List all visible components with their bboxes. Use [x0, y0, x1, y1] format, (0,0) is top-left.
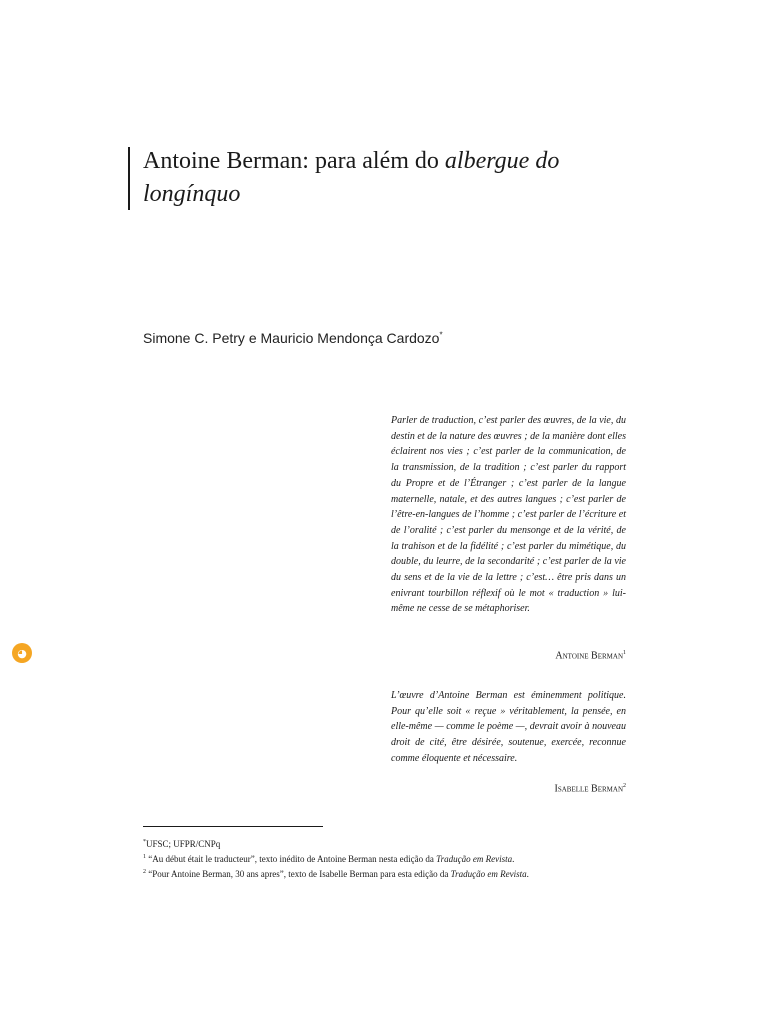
authors-mark: * [439, 330, 443, 340]
footnote-mark: * [143, 839, 146, 845]
footnote-end: . [512, 854, 515, 864]
footnote-affiliation [143, 836, 643, 851]
footnote-mark: 2 [143, 869, 146, 875]
title-rule [128, 147, 130, 210]
footnote-2 [143, 866, 643, 881]
epigraph-2-author [555, 783, 627, 794]
footnote-text: “Au début était le traducteur”, texto inédito de Antoine Berman nesta edição da [146, 854, 437, 864]
footnote-mark: 1 [143, 854, 146, 860]
epigraph-1-note: 1 [623, 650, 626, 656]
title-main: Antoine Berman: para além do [143, 148, 445, 174]
epigraph-1-author [555, 650, 626, 661]
footnote-text: UFSC; UFPR/CNPq [146, 839, 221, 849]
footnotes [143, 836, 643, 881]
face-icon[interactable]: ◕ [12, 643, 32, 663]
epigraph-1-author-name: Antoine Berman [555, 650, 623, 662]
title-italic: albergue do longínquo [143, 148, 560, 207]
article-title [143, 145, 643, 211]
footnote-italic: Tradução em Revista [436, 854, 513, 864]
epigraph-2-author-name: Isabelle Berman [554, 783, 623, 795]
authors-line [143, 330, 443, 346]
footnote-rule [143, 826, 323, 827]
epigraph-2-note: 2 [623, 783, 626, 789]
footnote-italic: Tradução em Revista [450, 869, 527, 879]
footnote-end: . [526, 869, 529, 879]
authors-names: Simone C. Petry e Mauricio Mendonça Cardozo [143, 330, 440, 346]
epigraph-1: Parler de traduction, c’est parler des œuvres, de la vie, du destin et de la nature des œuvres ; de la manière dont elles éclairent nos vies ; c’est parler de la communication, de la transmission, de la tradition ; c’est parler du rapport du Propre et de l’Étranger ; c’est parler de la langue maternelle, natale, et des autres langues ; c’est parler de l’être-en-langues de l’homme ; c’est parler de l’écriture et de l’oralité ; c’est parler du mensonge et de la vérité, de la trahison et de la fidélité ; c’est parler du mimétique, du double, du leurre, de la secondarité ; c’est parler de la vie du sens et de la vie de la lettre ; c’est… être pris dans un enivrant tourbillon réflexif où le mot « traduction » lui-même ne cesse de se métaphoriser. [391, 415, 626, 615]
footnote-1 [143, 851, 643, 866]
epigraph-2: L’œuvre d’Antoine Berman est éminemment politique. Pour qu’elle soit « reçue » véritablement, la pensée, en elle-même — comme le poème —, devrait avoir à nouveau droit de cité, être désirée, soutenue, exercée, reconnue comme éloquente et nécessaire. [391, 690, 626, 764]
footnote-text: “Pour Antoine Berman, 30 ans apres”, texto de Isabelle Berman para esta edição da [146, 869, 451, 879]
